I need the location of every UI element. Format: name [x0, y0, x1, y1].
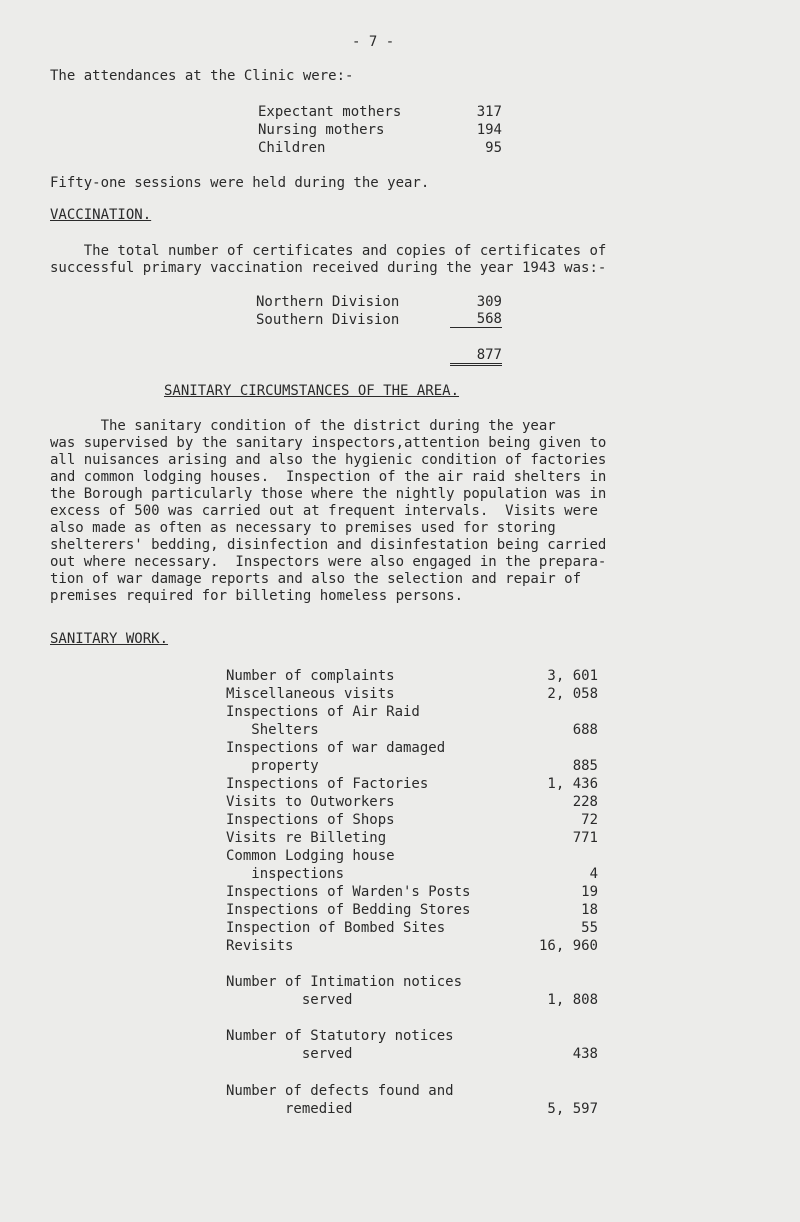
work-item-label: Inspections of Bedding Stores [226, 902, 471, 918]
work-item-label: Miscellaneous visits [226, 686, 395, 702]
attendance-value: 317 [476, 104, 502, 120]
division-value: 568 [450, 312, 502, 328]
attendance-label: Nursing mothers [258, 122, 385, 138]
work-item-value: 72 [581, 812, 598, 828]
page-number: - 7 - [352, 34, 395, 50]
work-item-value: 19 [581, 884, 598, 900]
paragraph-line: tion of war damage reports and also the selection and repair of [50, 571, 582, 587]
notice-value: 1, 808 [547, 992, 598, 1008]
work-item-label: property [226, 758, 319, 774]
work-item-label: Revisits [226, 938, 294, 954]
attendance-label: Expectant mothers [258, 104, 402, 120]
work-item-label: Inspections of Factories [226, 776, 429, 792]
attendance-value: 194 [476, 122, 502, 138]
division-value: 309 [476, 294, 502, 310]
work-item-value: 2, 058 [547, 686, 598, 702]
paragraph-line: the Borough particularly those where the nightly population was in [50, 486, 607, 502]
work-item-label: Visits to Outworkers [226, 794, 395, 810]
work-item-label: Inspections of Warden's Posts [226, 884, 471, 900]
paragraph-line: The total number of certificates and copies of certificates of [50, 243, 607, 259]
paragraph-line: was supervised by the sanitary inspectors,attention being given to [50, 435, 607, 451]
work-item-label: Inspections of Air Raid [226, 704, 420, 720]
division-label: Northern Division [256, 294, 400, 310]
work-item-label: Common Lodging house [226, 848, 395, 864]
sanitary-circumstances-heading: SANITARY CIRCUMSTANCES OF THE AREA. [164, 383, 460, 399]
work-item-label: Shelters [226, 722, 319, 738]
paragraph-line: and common lodging houses. Inspection of the air raid shelters in [50, 469, 607, 485]
work-item-value: 3, 601 [547, 668, 598, 684]
work-item-value: 228 [572, 794, 598, 810]
paragraph-line: out where necessary. Inspectors were also engaged in the prepara- [50, 554, 607, 570]
work-item-label: inspections [226, 866, 345, 882]
work-item-value: 4 [589, 866, 598, 882]
paragraph-line: successful primary vaccination received during the year 1943 was:- [50, 260, 607, 276]
work-item-value: 55 [581, 920, 598, 936]
work-item-label: Visits re Billeting [226, 830, 387, 846]
paragraph-line: excess of 500 was carried out at frequent intervals. Visits were [50, 503, 598, 519]
paragraph-line: all nuisances arising and also the hygienic condition of factories [50, 452, 607, 468]
notice-value: 438 [572, 1046, 598, 1062]
work-item-value: 885 [572, 758, 598, 774]
notice-label: Number of defects found and [226, 1083, 454, 1099]
notice-label: served [226, 992, 353, 1008]
sanitary-circumstances-paragraph [50, 418, 770, 605]
work-item-label: Inspections of war damaged [226, 740, 446, 756]
paragraph-line: shelterers' bedding, disinfection and disinfestation being carried [50, 537, 607, 553]
division-label: Southern Division [256, 312, 400, 328]
work-item-value: 771 [572, 830, 598, 846]
notice-value: 5, 597 [547, 1101, 598, 1117]
vaccination-paragraph [50, 243, 770, 277]
vaccination-total: 877 [450, 348, 502, 366]
work-item-label: Number of complaints [226, 668, 395, 684]
paragraph-line: The sanitary condition of the district during the year [50, 418, 556, 434]
attendance-value: 95 [485, 140, 502, 156]
work-item-value: 18 [581, 902, 598, 918]
work-item-value: 16, 960 [538, 938, 598, 954]
work-item-value: 688 [572, 722, 598, 738]
work-item-value: 1, 436 [547, 776, 598, 792]
work-item-label: Inspections of Shops [226, 812, 395, 828]
notice-label: Number of Intimation notices [226, 974, 463, 990]
work-item-label: Inspection of Bombed Sites [226, 920, 446, 936]
notice-label: remedied [226, 1101, 353, 1117]
notice-label: served [226, 1046, 353, 1062]
attendance-label: Children [258, 140, 326, 156]
sessions-note: Fifty-one sessions were held during the year. [50, 175, 430, 191]
notice-label: Number of Statutory notices [226, 1028, 454, 1044]
clinic-intro: The attendances at the Clinic were:- [50, 68, 354, 84]
sanitary-work-heading: SANITARY WORK. [50, 631, 169, 647]
paragraph-line: premises required for billeting homeless persons. [50, 588, 464, 604]
vaccination-heading: VACCINATION. [50, 207, 152, 223]
paragraph-line: also made as often as necessary to premises used for storing [50, 520, 556, 536]
